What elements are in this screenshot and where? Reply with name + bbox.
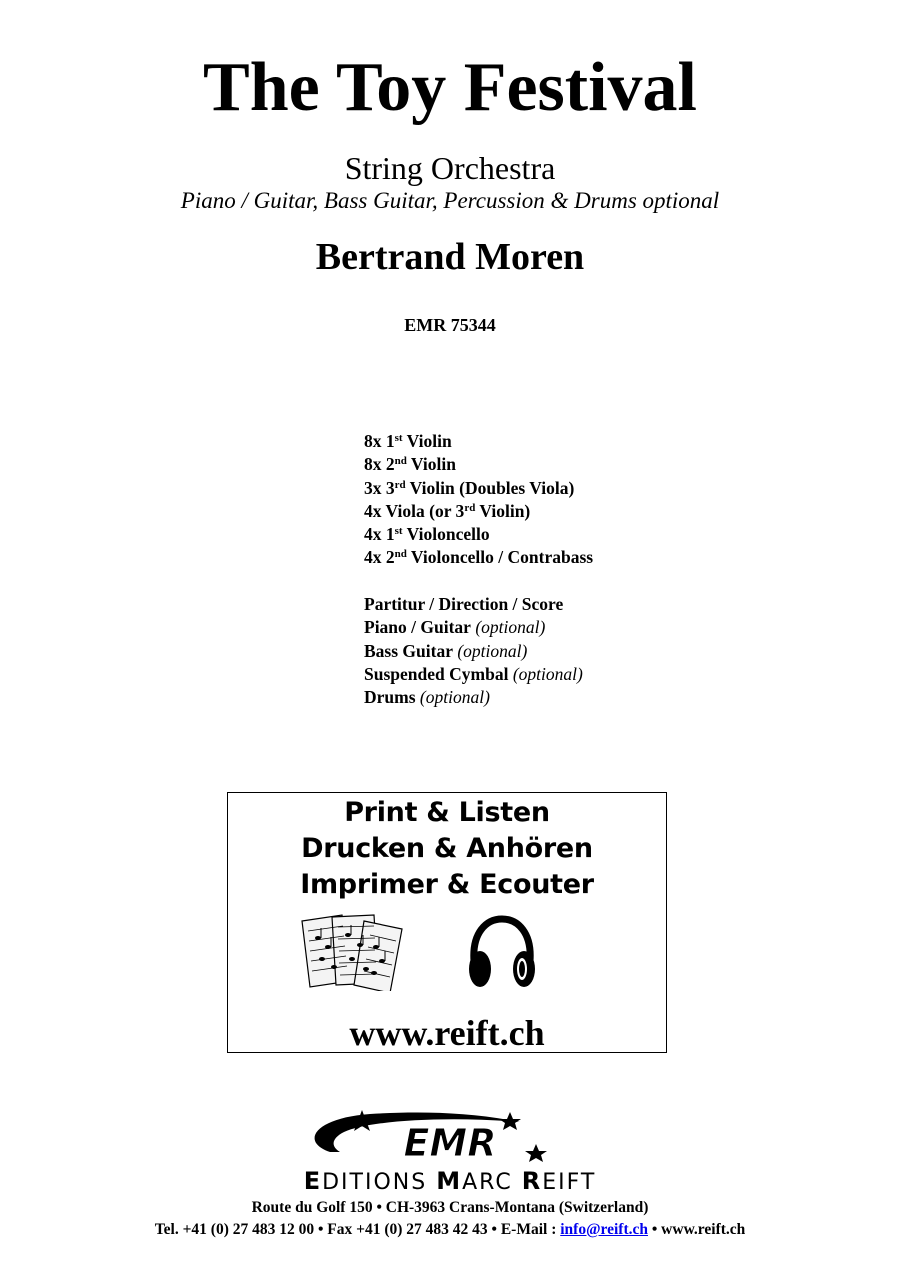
print-listen-box (227, 792, 667, 1053)
logo-text: EMR (403, 1121, 497, 1164)
extra-item: Bass Guitar (optional) (364, 640, 528, 661)
extra-item: Piano / Guitar (optional) (364, 617, 546, 638)
part-item: 8x 2nd Violin (364, 454, 456, 475)
promo-website[interactable]: www.reift.ch (349, 1013, 545, 1053)
catalog-number: EMR 75344 (404, 315, 496, 335)
extra-item: Partitur / Direction / Score (364, 594, 564, 614)
promo-line-german: Drucken & Anhören (301, 833, 593, 864)
part-item: 3x 3rd Violin (Doubles Viola) (364, 477, 575, 498)
emr-logo (300, 1108, 600, 1164)
page-title: The Toy Festival (203, 49, 697, 126)
part-item: 4x 1st Violoncello (364, 524, 490, 545)
publisher-contact: Tel. +41 (0) 27 483 12 00 • Fax +41 (0) 27 483 42 43 • E-Mail : info@reift.ch • www.reift.ch (154, 1221, 746, 1238)
extra-item: Drums (optional) (364, 687, 490, 708)
extras-list (364, 593, 583, 709)
promo-line-english: Print & Listen (344, 797, 550, 828)
headphones-icon (466, 915, 538, 991)
subtitle: String Orchestra (344, 150, 556, 186)
extra-item: Suspended Cymbal (optional) (364, 663, 583, 684)
parts-list (364, 430, 593, 570)
email-link[interactable]: info@reift.ch (560, 1221, 648, 1238)
part-item: 4x Viola (or 3rd Violin) (364, 500, 531, 521)
publisher-name: EDITIONS MARC REIFT (303, 1167, 597, 1195)
part-item: 8x 1st Violin (364, 431, 452, 451)
composer-name: Bertrand Moren (315, 236, 585, 278)
instrumentation-note: Piano / Guitar, Bass Guitar, Percussion & Drums optional (180, 188, 720, 213)
publisher-address: Route du Golf 150 • CH-3963 Crans-Montana (Switzerland) (251, 1199, 649, 1216)
sheet-music-icon (298, 911, 410, 991)
promo-line-french: Imprimer & Ecouter (300, 869, 594, 900)
part-item: 4x 2nd Violoncello / Contrabass (364, 547, 594, 568)
